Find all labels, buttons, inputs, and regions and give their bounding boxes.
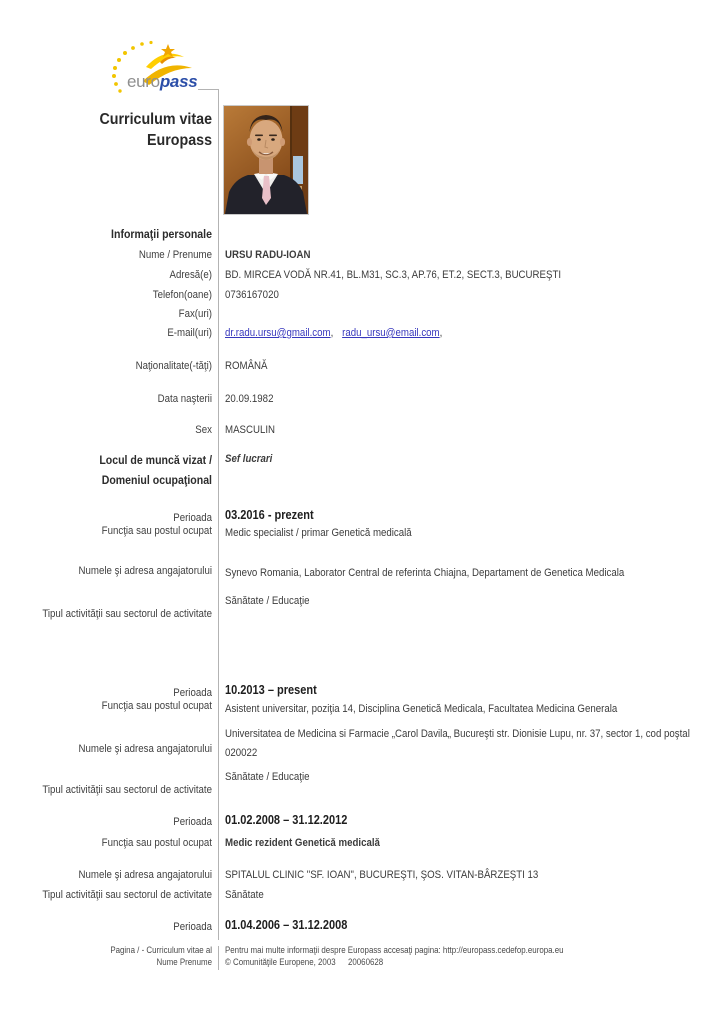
sex-value: MASCULIN [225, 424, 276, 436]
sector-value-2: Sănătate / Educaţie [225, 771, 310, 783]
section-heading-personal-info: Informaţii personale [111, 227, 212, 241]
footer-right-line-1: Pentru mai multe informaţii despre Europass accesaţi pagina: http://europass.cedefop.europa.eu [225, 945, 564, 955]
sex-label: Sex [195, 424, 212, 436]
nationality-label: Naţionalitate(-tăţi) [135, 360, 212, 372]
position-value-3: Medic rezident Genetică medicală [225, 837, 380, 849]
employer-label-1: Numele şi adresa angajatorului [78, 565, 212, 577]
employer-value-2: Universitatea de Medicina si Farmacie „Carol Davila„ Bucureşti str. Dionisie Lupu, nr. 37, sector 1, cod poştal 020022 [225, 728, 690, 759]
sector-label-3: Tipul activităţii sau sectorul de activitate [42, 889, 213, 901]
sector-value-3: Sănătate [225, 889, 264, 901]
period-label-3: Perioada [173, 816, 212, 828]
position-label-2: Funcţia sau postul ocupat [101, 700, 212, 712]
period-label-2: Perioada [173, 687, 212, 699]
footer-europass-info [225, 945, 718, 968]
profile-photo [223, 105, 309, 215]
position-value-1: Medic specialist / primar Genetică medicală [225, 527, 412, 539]
period-value-1: 03.2016 - prezent [225, 508, 314, 522]
job-target-value: Sef lucrari [225, 453, 273, 465]
sector-value-1: Sănătate / Educaţie [225, 595, 310, 607]
period-value-2: 10.2013 – present [225, 683, 317, 697]
email-link-secondary[interactable]: radu_ursu@email.com [342, 327, 440, 339]
employer-label-3: Numele şi adresa angajatorului [78, 869, 212, 881]
europass-logo [110, 40, 222, 96]
position-value-2: Asistent universitar, poziţia 14, Disciplina Genetică Medicala, Facultatea Medicina Generala [225, 703, 618, 715]
address-value: BD. MIRCEA VODĂ NR.41, BL.M31, SC.3, AP.76, ET.2, SECT.3, BUCUREŞTI [225, 269, 562, 281]
name-value: URSU RADU-IOAN [225, 249, 311, 261]
address-label: Adresă(e) [169, 269, 212, 281]
logo-text-euro: euro [127, 72, 160, 91]
email-link-primary[interactable]: dr.radu.ursu@gmail.com [225, 327, 331, 339]
period-label-4: Perioada [173, 921, 212, 933]
employer-label-2: Numele şi adresa angajatorului [78, 743, 212, 755]
job-target-label-line-1: Locul de muncă vizat / [99, 453, 212, 467]
logo-wordmark [127, 73, 197, 91]
logo-text-pass: pass [159, 72, 198, 91]
footer-right-line-2 [225, 957, 718, 969]
phone-value: 0736167020 [225, 289, 279, 301]
email-separator-2: , [439, 327, 443, 339]
name-label: Nume / Prenume [138, 249, 212, 261]
period-value-4: 01.04.2006 – 31.12.2008 [225, 918, 348, 932]
email-separator-1: , [330, 327, 334, 339]
job-target-label-line-2: Domeniul ocupaţional [101, 473, 212, 487]
footer-divider-line [218, 946, 219, 970]
footer-doc-number: 20060628 [347, 956, 384, 967]
portrait-illustration [224, 106, 308, 214]
title-line-2: Europass [147, 132, 212, 149]
footer-left-line-2: Nume Prenume [156, 956, 212, 967]
footer-copyright: © Comunităţile Europene, 2003 [225, 956, 336, 967]
title-line-1: Curriculum vitae [99, 111, 212, 128]
column-divider-line [218, 89, 219, 940]
position-label-3: Funcţia sau postul ocupat [101, 837, 212, 849]
footer-page-info [25, 945, 212, 968]
job-target-label [1, 450, 212, 490]
sector-label-2: Tipul activităţii sau sectorul de activitate [42, 784, 213, 796]
birthdate-label: Data naşterii [157, 393, 212, 405]
email-value [225, 327, 707, 340]
period-value-3: 01.02.2008 – 31.12.2012 [225, 813, 348, 827]
fax-label: Fax(uri) [178, 308, 212, 320]
nationality-value: ROMÂNĂ [225, 360, 268, 372]
document-title [17, 109, 212, 151]
sector-label-1: Tipul activităţii sau sectorul de activitate [42, 608, 213, 620]
email-label: E-mail(uri) [167, 327, 212, 339]
footer-left-line-1: Pagina / - Curriculum vitae al [110, 945, 212, 955]
period-label-1: Perioada [173, 512, 212, 524]
birthdate-value: 20.09.1982 [225, 393, 274, 405]
employer-value-3: SPITALUL CLINIC "SF. IOAN", BUCUREŞTI, ŞOS. VITAN-BÂRZEŞTI 13 [225, 869, 539, 881]
phone-label: Telefon(oane) [152, 289, 212, 301]
position-label-1: Funcţia sau postul ocupat [101, 525, 212, 537]
employer-value-1: Synevo Romania, Laborator Central de referinta Chiajna, Departament de Genetica Medicala [225, 567, 625, 579]
